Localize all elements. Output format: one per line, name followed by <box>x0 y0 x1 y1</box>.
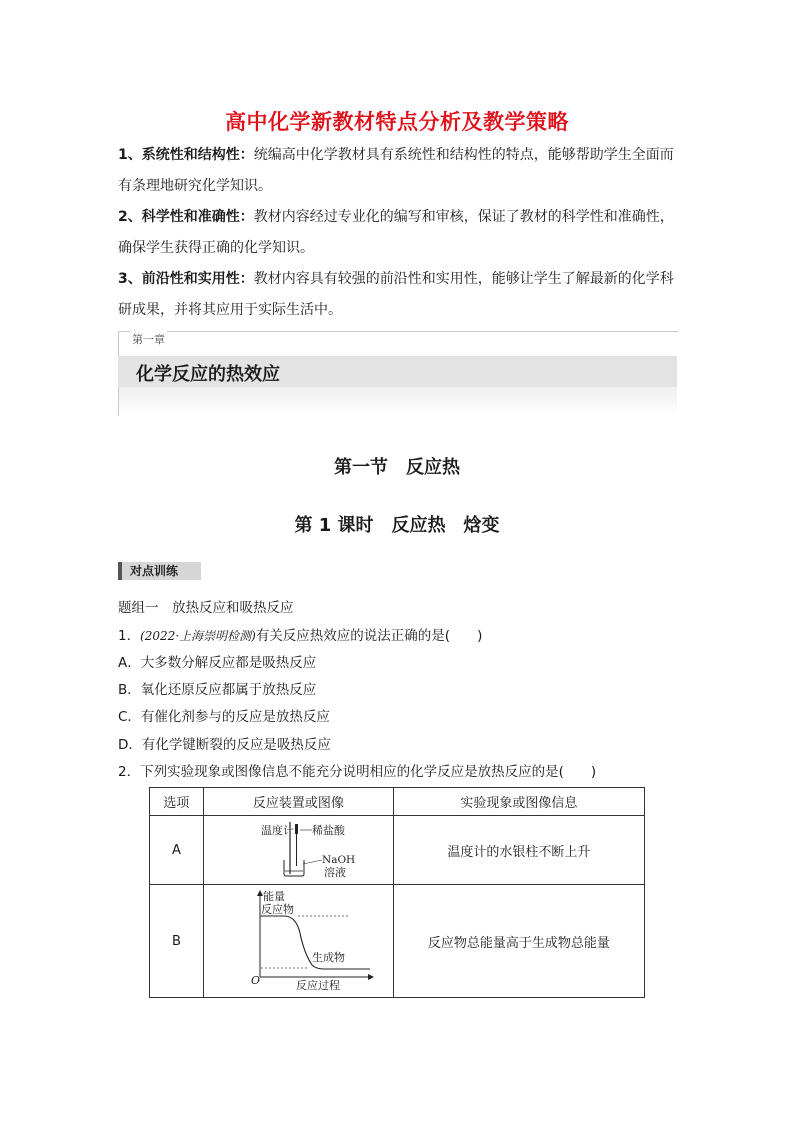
question-1-text: 有关反应热效应的说法正确的是( ) <box>255 628 483 644</box>
feature-2-head: 2、科学性和准确性： <box>118 209 254 225</box>
origin-label: O <box>251 974 261 987</box>
header-phenomenon: 实验现象或图像信息 <box>393 788 644 816</box>
table-row <box>150 885 645 998</box>
practice-badge: 对点训练 <box>118 562 201 580</box>
energy-diagram <box>204 885 392 993</box>
header-apparatus: 反应装置或图像 <box>203 788 393 816</box>
question-2-stem: 2．下列实验现象或图像信息不能充分说明相应的化学反应是放热反应的是( ) <box>118 764 597 780</box>
lesson-title: 第 1 课时 反应热 焓变 <box>294 515 500 536</box>
reactant-label: 反应物 <box>261 903 295 916</box>
feature-3 <box>118 264 680 326</box>
table-row <box>150 816 645 885</box>
section-title: 第一节 反应热 <box>334 457 460 478</box>
feature-3-line-2: 研成果，并将其应用于实际生活中。 <box>118 302 342 318</box>
document-title: 高中化学新教材特点分析及教学策略 <box>225 110 569 134</box>
thermometer-label: 温度计 <box>261 824 295 837</box>
chapter-title: 化学反应的热效应 <box>136 364 280 385</box>
question-1-option-d: D．有化学键断裂的反应是吸热反应 <box>118 737 331 753</box>
naoh-pointer <box>303 860 322 864</box>
question-1-option-b: B．氧化还原反应都属于放热反应 <box>118 682 317 698</box>
row-a-info: 温度计的水银柱不断上升 <box>393 816 644 885</box>
x-axis-label: 反应过程 <box>296 979 341 992</box>
feature-2-line-2: 确保学生获得正确的化学知识。 <box>118 240 314 256</box>
feature-1-line-2: 有条理地研究化学知识。 <box>118 178 272 194</box>
group-title: 题组一 放热反应和吸热反应 <box>118 600 294 616</box>
product-label: 生成物 <box>312 951 346 964</box>
feature-1 <box>118 140 680 202</box>
row-b-graph <box>203 885 393 998</box>
question-2-table <box>149 787 645 998</box>
chapter-label: 第一章 <box>132 333 165 346</box>
y-axis-label: 能量 <box>263 890 286 903</box>
feature-3-head: 3、前沿性和实用性： <box>118 271 254 287</box>
table-header-row <box>150 788 645 816</box>
beaker <box>284 860 304 876</box>
solution-label: 溶液 <box>324 866 347 879</box>
question-1-stem <box>118 624 482 644</box>
feature-3-line-1: 教材内容具有较强的前沿性和实用性，能够让学生了解最新的化学科 <box>253 271 674 287</box>
header-option: 选项 <box>150 788 204 816</box>
question-1-option-a: A．大多数分解反应都是吸热反应 <box>118 655 317 671</box>
feature-2-line-1: 教材内容经过专业化的编写和审核，保证了教材的科学性和准确性， <box>253 209 674 225</box>
dropper-bulb <box>295 824 298 834</box>
feature-2 <box>118 202 680 264</box>
question-1-option-c: C．有催化剂参与的反应是放热反应 <box>118 709 330 725</box>
thermometer-label-1 <box>261 823 294 837</box>
question-1-number: 1． <box>118 628 141 644</box>
row-a-option: A <box>150 816 204 885</box>
naoh-label: NaOH <box>322 854 356 866</box>
apparatus-diagram <box>204 816 392 880</box>
acid-label: 稀盐酸 <box>312 824 346 837</box>
row-b-info: 反应物总能量高于生成物总能量 <box>393 885 644 998</box>
feature-1-line-1: 统编高中化学教材具有系统性和结构性的特点，能够帮助学生全面而 <box>253 147 674 163</box>
question-1-source: (2022·上海崇明检测) <box>140 629 256 643</box>
chapter-banner <box>118 325 677 415</box>
row-b-option: B <box>150 885 204 998</box>
x-axis-arrow <box>368 974 374 980</box>
feature-1-head: 1、系统性和结构性： <box>118 147 254 163</box>
row-a-apparatus <box>203 816 393 885</box>
